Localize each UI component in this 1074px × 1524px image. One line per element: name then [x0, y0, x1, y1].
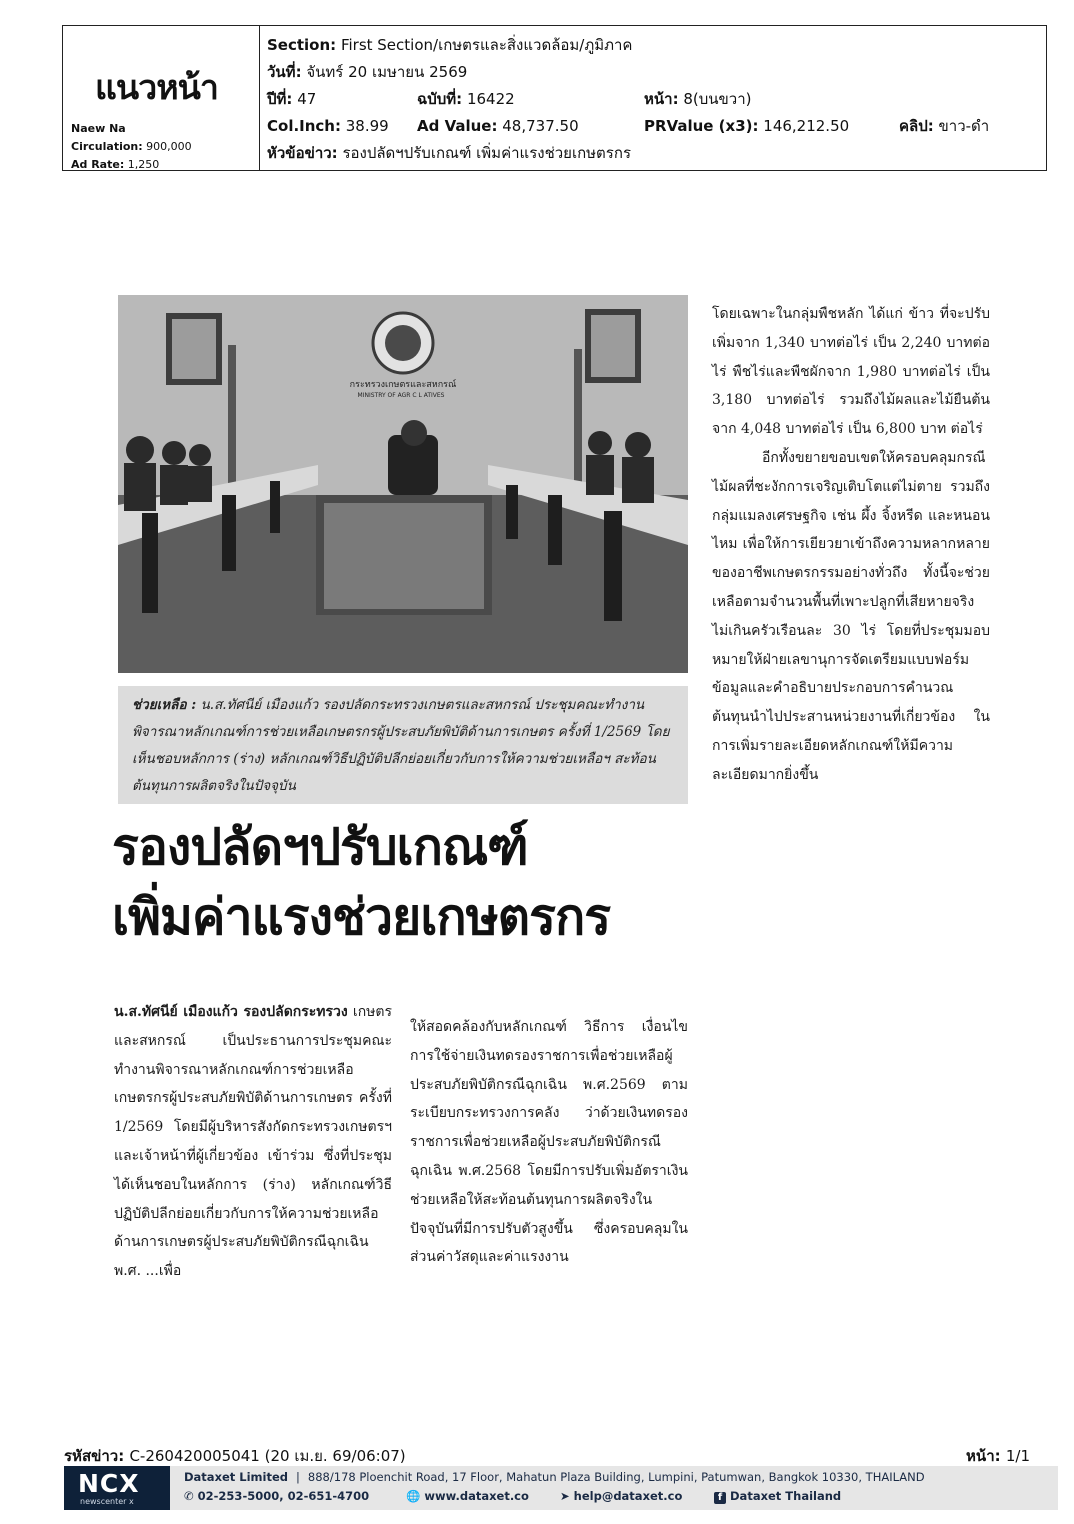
column-3-paragraph-1: โดยเฉพาะในกลุ่มพืชหลัก ได้แก่ ข้าว ที่จะปรับเพิ่มจาก 1,340 บาทต่อไร่ เป็น 2,240 บาทต่อไร่ พืชไร่และพืชผักจาก 1,980 บาทต่อไร่ เป็น 3,180 บาทต่อไร่ รวมถึงไม้ผลและไม้ยืนต้น จาก 4,048 บาทต่อไร่ เป็น 6,800 บาท ต่อไร่ [712, 306, 990, 438]
phone-text: 02-253-5000, 02-651-4700 [197, 1489, 370, 1503]
footer-page-number: หน้า: 1/1 [966, 1447, 1030, 1465]
meeting-photo [118, 295, 688, 673]
publication-info [63, 26, 260, 170]
circulation-value: 900,000 [146, 140, 192, 153]
ncx-logo: NCX newscenter x [64, 1466, 170, 1510]
column-1-lead: น.ส.ทัศนีย์ เมืองแก้ว รองปลัดกระทรวง [114, 1004, 348, 1020]
photo-caption [118, 686, 688, 804]
website-link[interactable]: www.dataxet.co [424, 1489, 529, 1503]
headline-line-1: รองปลัดฯปรับเกณฑ์ [112, 818, 528, 876]
globe-icon: 🌐 [406, 1489, 421, 1503]
meeting-room-image [118, 295, 688, 673]
email-link[interactable]: help@dataxet.co [573, 1489, 683, 1503]
ad-value: 48,737.50 [502, 117, 579, 135]
photo-sign-english: MINISTRY OF AGR C L ATIVES [357, 392, 445, 399]
newspaper-logo: แนวหน้า [95, 68, 218, 108]
column-2-text: ให้สอดคล้องกับหลักเกณฑ์ วิธีการ เงื่อนไข การใช้จ่ายเงินทดรองราชการเพื่อช่วยเหลือผู้ประสบภัยพิบัติกรณีฉุกเฉิน พ.ศ.2569 ตามระเบียบกระทรวงการคลัง ว่าด้วยเงินทดรองราชการเพื่อช่วยเหลือผู้ประสบภัยพิบัติกรณีฉุกเฉิน พ.ศ.2568 โดยมีการปรับเพิ่มอัตราเงินช่วยเหลือให้สะท้อนต้นทุนการผลิตจริงในปัจจุบันที่มีการปรับตัวสูงขึ้น ซึ่งครอบคลุมในส่วนค่าวัสดุและค่าแรงงาน [410, 1019, 688, 1266]
photo-sign-thai: กระทรวงเกษตรและสหกรณ์ [349, 380, 457, 390]
caption-text: น.ส.ทัศนีย์ เมืองแก้ว รองปลัดกระทรวงเกษตรและสหกรณ์ ประชุมคณะทำงานพิจารณาหลักเกณฑ์การช่วยเหลือเกษตรกรผู้ประสบภัยพิบัติด้านการเกษตร ครั้งที่ 1/2569 โดยเห็นชอบหลักการ (ร่าง) หลักเกณฑ์วิธีปฏิบัติปลีกย่อยเกี่ยวกับการให้ความช่วยเหลือฯ สะท้อนต้นทุนการผลิตจริงในปัจจุบัน [132, 697, 670, 794]
social-link[interactable]: Dataxet Thailand [730, 1489, 842, 1503]
caption-lead: ช่วยเหลือ : [132, 697, 197, 713]
clipping-metadata: Section: First Section/เกษตรและสิ่งแวดล้อม/ภูมิภาค วันที่: จันทร์ 20 เมษายน 2569 ปีที่: 47 ฉบับที่: 16422 หน้า: 8(บนขวา) Col.Inch: 38.99 Ad Value: 48,737.50 PRValue (x3): 146,212.50 คลิป: ขาว-ดำ หัวข้อข่าว: รองปลัดฯปรับเกณฑ์ เพิ่มค่าแรงช่วยเกษตรกร [267, 36, 990, 162]
phone-icon: ✆ [184, 1489, 194, 1503]
facebook-icon: f [714, 1492, 726, 1504]
issue-value: 16422 [466, 90, 515, 108]
clip-value: ขาว-ดำ [938, 117, 990, 135]
footer-page-value: 1/1 [1005, 1447, 1030, 1465]
news-id-value: C-260420005041 (20 เม.ย. 69/06:07) [129, 1447, 406, 1465]
year-value: 47 [297, 90, 317, 108]
clipping-header [62, 25, 1047, 171]
news-id: รหัสข่าว: C-260420005041 (20 เม.ย. 69/06:07) [64, 1447, 406, 1465]
date-value: จันทร์ 20 เมษายน 2569 [306, 63, 468, 81]
company-address: Dataxet Limited | 888/178 Ploenchit Road, 17 Floor, Mahatun Plaza Building, Lumpini, Patumwan, Bangkok 10330, THAILAND [184, 1470, 925, 1484]
headline-line-2: เพิ่มค่าแรงช่วยเกษตรกร [112, 888, 611, 946]
article-column-3 [712, 300, 990, 790]
publication-stats: Naew Na Circulation: 900,000 Ad Rate: 1,250 [71, 122, 192, 171]
ad-rate-value: 1,250 [127, 158, 160, 171]
column-3-paragraph-2: อีกทั้งขยายขอบเขตให้ครอบคลุมกรณีไม้ผลที่ชะงักการเจริญเติบโตแต่ไม่ตาย รวมถึงกลุ่มแมลงเศรษฐกิจ เช่น ผึ้ง จิ้งหรีด และหนอนไหม เพื่อให้การเยียวยาเข้าถึงความหลากหลายของอาชีพเกษตรกรรมอย่างทั่วถึง ทั้งนี้จะช่วยเหลือตามจำนวนพื้นที่เพาะปลูกที่เสียหายจริง ไม่เกินครัวเรือนละ 30 ไร่ โดยที่ประชุมมอบหมายให้ฝ่ายเลขานุการจัดเตรียมแบบฟอร์มข้อมูลและคำอธิบายประกอบการคำนวณต้นทุนนำไปประสานหน่วยงานที่เกี่ยวข้อง ในการเพิ่มรายละเอียดหลักเกณฑ์ให้มีความละเอียดมากยิ่งขึ้น [712, 449, 990, 783]
page-value: 8(บนขวา) [683, 90, 752, 108]
footer-bar [64, 1466, 1058, 1510]
address-text: 888/178 Ploenchit Road, 17 Floor, Mahatun Plaza Building, Lumpini, Patumwan, Bangkok 10330, THAILAND [307, 1470, 925, 1484]
article-column-1 [114, 998, 392, 1286]
prvalue-value: 146,212.50 [763, 117, 850, 135]
publication-name: Naew Na [71, 122, 126, 135]
article-column-2 [410, 1013, 688, 1272]
column-1-text: เกษตรและสหกรณ์ เป็นประธานการประชุมคณะทำงานพิจารณาหลักเกณฑ์การช่วยเหลือเกษตรกรผู้ประสบภัยพิบัติด้านการเกษตร ครั้งที่ 1/2569 โดยมีผู้บริหารสังกัดกระทรวงเกษตรฯ และเจ้าหน้าที่ผู้เกี่ยวข้อง เข้าร่วม ซึ่งที่ประชุมได้เห็นชอบในหลักการ (ร่าง) หลักเกณฑ์วิธีปฏิบัติปลีกย่อยเกี่ยวกับการให้ความช่วยเหลือด้านการเกษตรผู้ประสบภัยพิบัติกรณีฉุกเฉิน พ.ศ. ...เพื่อ [114, 1004, 393, 1280]
colinch-value: 38.99 [345, 117, 389, 135]
send-icon: ➤ [560, 1489, 570, 1503]
headline-value: รองปลัดฯปรับเกณฑ์ เพิ่มค่าแรงช่วยเกษตรกร [342, 144, 631, 162]
article-headline [112, 812, 692, 952]
section-value: First Section/เกษตรและสิ่งแวดล้อม/ภูมิภาค [340, 36, 633, 54]
company-name: Dataxet Limited [184, 1470, 289, 1484]
